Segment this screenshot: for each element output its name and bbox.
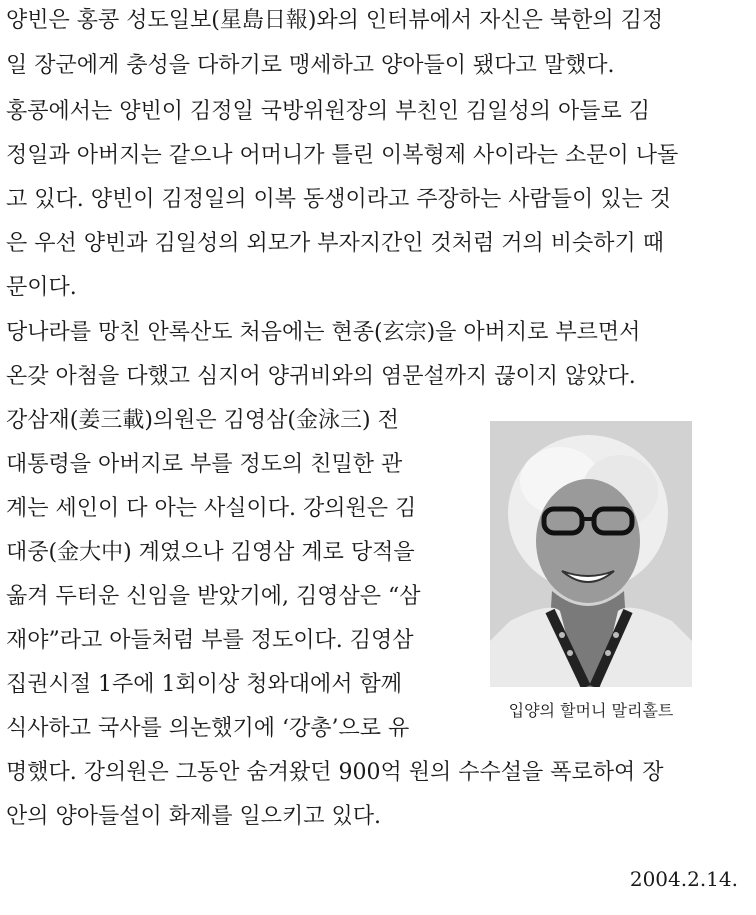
text-line: 대통령을 아버지로 부를 정도의 친밀한 관	[6, 452, 403, 477]
text-line: 정일과 아버지는 같으나 어머니가 틀린 이복형제 사이라는 소문이 나돌	[6, 143, 679, 168]
text-line: 명했다. 강의원은 그동안 숨겨왔던 900억 원의 수수설을 폭로하여 장	[6, 760, 664, 785]
text-line: 고 있다. 양빈이 김정일의 이복 동생이라고 주장하는 사람들이 있는 것	[6, 187, 671, 212]
text-line: 식사하고 국사를 의논했기에 ‘강총’으로 유	[6, 716, 410, 741]
text-line: 대중(金大中) 계였으나 김영삼 계로 당적을	[6, 540, 415, 565]
text-line: 안의 양아들설이 화제를 일으키고 있다.	[6, 804, 381, 829]
publication-date: 2004.2.14.	[629, 867, 738, 891]
text-line: 강삼재(姜三載)의원은 김영삼(金泳三) 전	[6, 408, 399, 433]
text-line: 은 우선 양빈과 김일성의 외모가 부자지간인 것처럼 거의 비슷하기 때	[6, 231, 664, 256]
text-line: 계는 세인이 다 아는 사실이다. 강의원은 김	[6, 496, 417, 521]
portrait-photo	[490, 421, 692, 687]
text-line: 홍콩에서는 양빈이 김정일 국방위원장의 부친인 김일성의 아들로 김	[6, 99, 651, 124]
text-line: 문이다.	[6, 275, 77, 300]
text-line: 양빈은 홍콩 성도일보(星島日報)와의 인터뷰에서 자신은 북한의 김정	[6, 8, 664, 33]
photo-caption: 입양의 할머니 말리홀트	[508, 701, 674, 720]
text-line: 옮겨 두터운 신임을 받았기에, 김영삼은 “삼	[6, 584, 421, 609]
text-line: 집권시절 1주에 1회이상 청와대에서 함께	[6, 672, 402, 697]
text-line: 재야”라고 아들처럼 부를 정도이다. 김영삼	[6, 628, 414, 653]
text-line: 일 장군에게 충성을 다하기로 맹세하고 양아들이 됐다고 말했다.	[6, 53, 615, 78]
text-line: 온갖 아첨을 다했고 심지어 양귀비와의 염문설까지 끊이지 않았다.	[6, 364, 636, 389]
text-line: 당나라를 망친 안록산도 처음에는 현종(玄宗)을 아버지로 부르면서	[6, 320, 641, 345]
